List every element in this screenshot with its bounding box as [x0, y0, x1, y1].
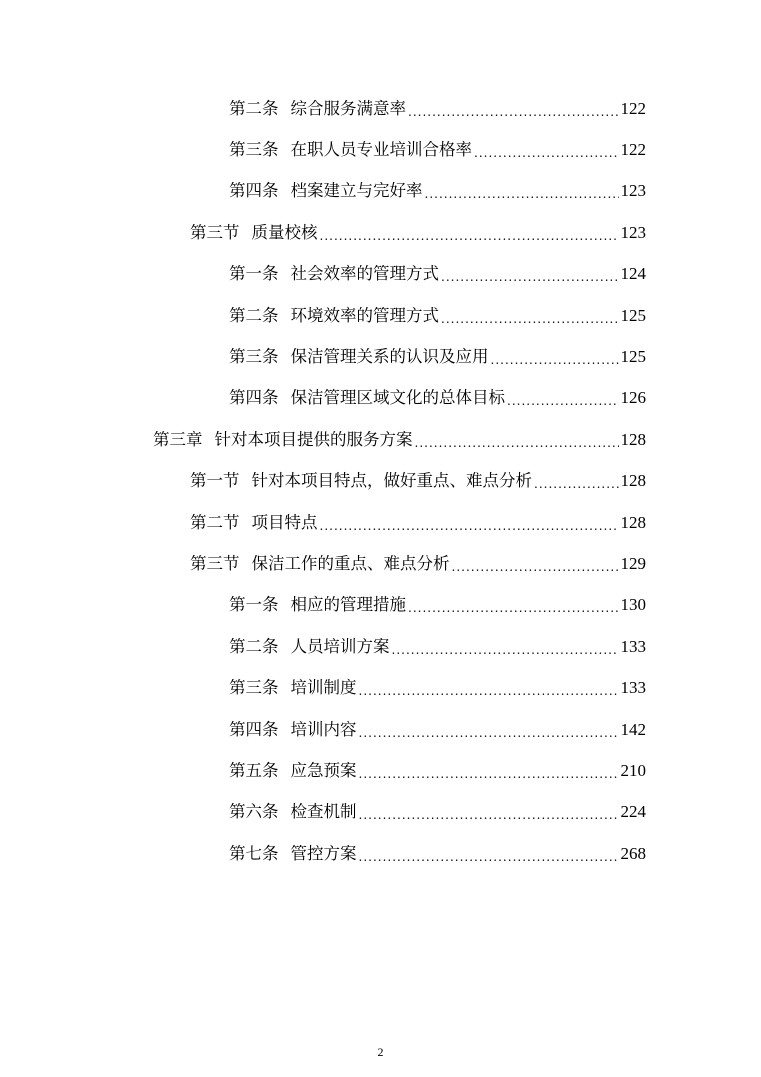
toc-entry-page: 123: [620, 222, 646, 242]
toc-leader-dots: [408, 598, 619, 618]
toc-entry-title: 管控方案: [290, 843, 357, 863]
toc-entry-page: 128: [620, 471, 646, 491]
toc-entry-number: 第四条: [229, 181, 279, 201]
toc-leader-dots: [359, 723, 619, 743]
toc-entry-number: 第二条: [229, 636, 279, 656]
toc-entry[interactable]: [0, 709, 761, 750]
toc-leader-dots: [452, 557, 619, 577]
toc-entry-number: 第二条: [229, 305, 279, 325]
toc-entry[interactable]: [0, 750, 761, 791]
toc-entry-page: 124: [620, 264, 646, 284]
toc-entry-number: 第一条: [229, 264, 279, 284]
toc-entry-title: 社会效率的管理方式: [290, 264, 439, 284]
toc-leader-dots: [441, 267, 619, 287]
toc-entry-page: 126: [620, 388, 646, 408]
toc-entry-number: 第六条: [229, 802, 279, 822]
toc-entry[interactable]: [0, 461, 761, 502]
toc-entry-number: 第一节: [190, 471, 240, 491]
toc-entry[interactable]: [0, 792, 761, 833]
toc-entry-page: 125: [620, 347, 646, 367]
toc-leader-dots: [392, 640, 619, 660]
toc-entry[interactable]: [0, 502, 761, 543]
toc-entry[interactable]: [0, 667, 761, 708]
toc-entry[interactable]: [0, 212, 761, 253]
toc-entry-title: 检查机制: [290, 802, 357, 822]
table-of-contents: [0, 88, 761, 874]
toc-entry-title: 保洁管理关系的认识及应用: [290, 347, 489, 367]
toc-entry-number: 第二条: [229, 98, 279, 118]
toc-entry-number: 第二节: [190, 512, 240, 532]
toc-entry[interactable]: [0, 378, 761, 419]
toc-entry-page: 142: [620, 719, 646, 739]
toc-entry-number: 第五条: [229, 760, 279, 780]
toc-entry-title: 在职人员专业培训合格率: [290, 140, 472, 160]
toc-leader-dots: [359, 764, 619, 784]
toc-leader-dots: [359, 805, 619, 825]
toc-entry-page: 130: [620, 595, 646, 615]
toc-entry[interactable]: [0, 833, 761, 874]
toc-leader-dots: [408, 102, 619, 122]
toc-entry-page: 122: [620, 140, 646, 160]
toc-entry-page: 128: [620, 429, 646, 449]
toc-entry-title: 针对本项目提供的服务方案: [214, 429, 413, 449]
toc-leader-dots: [320, 516, 619, 536]
toc-entry-title: 相应的管理措施: [290, 595, 406, 615]
toc-leader-dots: [474, 143, 619, 163]
toc-entry-title: 培训制度: [290, 678, 357, 698]
toc-entry-title: 针对本项目特点，做好重点、难点分析: [251, 471, 532, 491]
toc-entry[interactable]: [0, 295, 761, 336]
toc-entry-page: 133: [620, 636, 646, 656]
toc-entry[interactable]: [0, 585, 761, 626]
toc-entry-title: 保洁管理区域文化的总体目标: [290, 388, 505, 408]
toc-entry-title: 质量校核: [251, 222, 318, 242]
toc-entry-number: 第三节: [190, 222, 240, 242]
toc-entry-number: 第四条: [229, 388, 279, 408]
toc-leader-dots: [415, 433, 619, 453]
toc-leader-dots: [441, 309, 619, 329]
toc-entry[interactable]: [0, 626, 761, 667]
toc-entry[interactable]: [0, 88, 761, 129]
toc-entry[interactable]: [0, 543, 761, 584]
toc-entry-page: 122: [620, 98, 646, 118]
toc-entry-page: 210: [620, 760, 646, 780]
toc-entry[interactable]: [0, 254, 761, 295]
toc-entry-title: 综合服务满意率: [290, 98, 406, 118]
toc-leader-dots: [534, 474, 619, 494]
toc-entry-title: 人员培训方案: [290, 636, 390, 656]
toc-entry-number: 第三节: [190, 553, 240, 573]
toc-entry-page: 133: [620, 678, 646, 698]
toc-entry-page: 268: [620, 843, 646, 863]
toc-entry-title: 项目特点: [251, 512, 318, 532]
toc-entry[interactable]: [0, 419, 761, 460]
toc-leader-dots: [491, 350, 619, 370]
toc-entry[interactable]: [0, 336, 761, 377]
toc-entry-page: 128: [620, 512, 646, 532]
toc-entry-number: 第三条: [229, 140, 279, 160]
toc-entry-title: 档案建立与完好率: [290, 181, 423, 201]
toc-leader-dots: [359, 681, 619, 701]
toc-entry[interactable]: [0, 129, 761, 170]
toc-leader-dots: [359, 847, 619, 867]
toc-leader-dots: [320, 226, 619, 246]
toc-leader-dots: [425, 184, 619, 204]
toc-entry-title: 保洁工作的重点、难点分析: [251, 553, 450, 573]
toc-entry-number: 第四条: [229, 719, 279, 739]
toc-entry-title: 应急预案: [290, 760, 357, 780]
toc-entry-number: 第七条: [229, 843, 279, 863]
toc-entry-page: 123: [620, 181, 646, 201]
toc-entry-page: 125: [620, 305, 646, 325]
toc-entry-number: 第一条: [229, 595, 279, 615]
toc-entry-number: 第三条: [229, 347, 279, 367]
toc-entry-title: 环境效率的管理方式: [290, 305, 439, 325]
toc-entry-page: 129: [620, 553, 646, 573]
toc-entry-title: 培训内容: [290, 719, 357, 739]
toc-leader-dots: [507, 391, 619, 411]
toc-entry[interactable]: [0, 171, 761, 212]
toc-entry-number: 第三章: [153, 429, 203, 449]
toc-entry-page: 224: [620, 802, 646, 822]
toc-entry-number: 第三条: [229, 678, 279, 698]
page-number: 2: [377, 1045, 384, 1059]
